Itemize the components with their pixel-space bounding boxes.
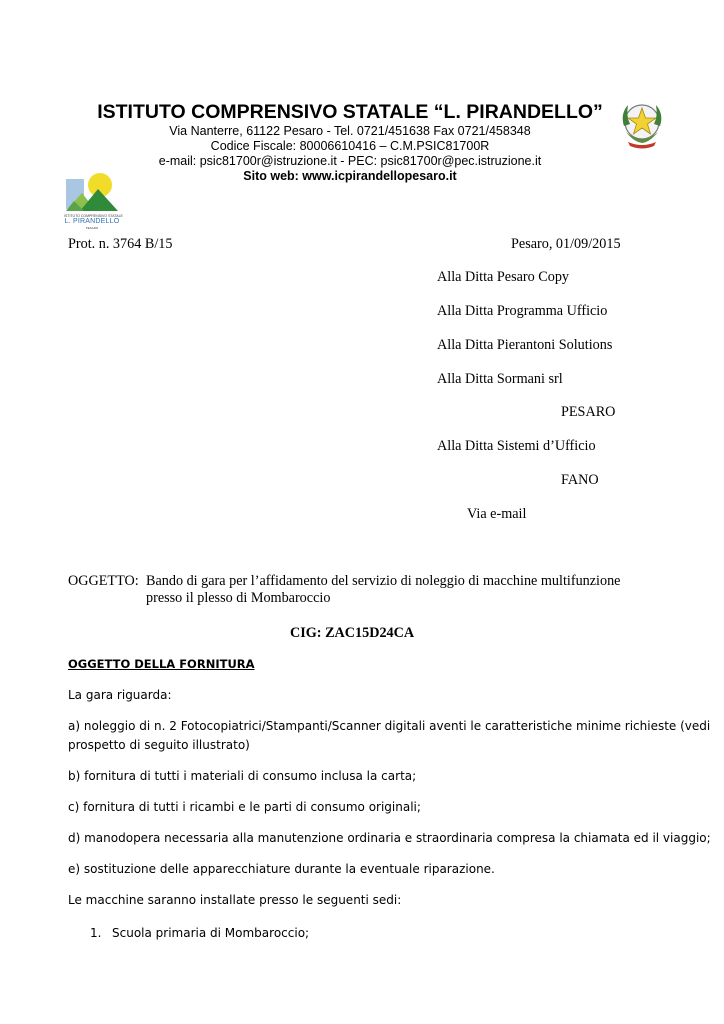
website-line: Sito web: www.icpirandellopesaro.it xyxy=(243,169,457,183)
cig-code: CIG: ZAC15D24CA xyxy=(290,625,415,641)
logo-text-top: ISTITUTO COMPRENSIVO STATALE xyxy=(64,214,123,218)
fiscal-code: Codice Fiscale: 80006610416 – C.M.PSIC81700R xyxy=(210,139,490,153)
supply-item-a-line-2: prospetto di seguito illustrato) xyxy=(68,738,250,752)
recipient-1: Alla Ditta Pesaro Copy xyxy=(437,269,570,285)
supply-item-d: d) manodopera necessaria alla manutenzione ordinaria e straordinaria compresa la chiamata ed il viaggio; xyxy=(68,831,711,845)
subject-line-1: Bando di gara per l’affidamento del servizio di noleggio di macchine multifunzione xyxy=(146,573,621,589)
supply-item-a-line-1: a) noleggio di n. 2 Fotocopiatrici/Stampanti/Scanner digitali aventi le caratteristiche minime richieste (vedi xyxy=(68,719,711,733)
school-logo xyxy=(64,171,123,230)
delivery-method: Via e-mail xyxy=(467,506,527,522)
site-label-1: Scuola primaria di Mombaroccio; xyxy=(112,926,310,940)
supply-item-c: c) fornitura di tutti i ricambi e le parti di consumo originali; xyxy=(68,800,421,814)
sites-intro: Le macchine saranno installate presso le seguenti sedi: xyxy=(68,893,402,907)
recipient-city-1: PESARO xyxy=(561,404,616,420)
protocol-number: Prot. n. 3764 B/15 xyxy=(68,236,173,252)
logo-text-city: PESARO xyxy=(85,226,99,230)
recipient-2: Alla Ditta Programma Ufficio xyxy=(437,303,608,319)
recipient-city-2: FANO xyxy=(561,472,599,488)
supply-item-b: b) fornitura di tutti i materiali di consumo inclusa la carta; xyxy=(68,769,417,783)
subject-label: OGGETTO: xyxy=(68,573,139,589)
recipient-3: Alla Ditta Pierantoni Solutions xyxy=(437,337,613,353)
supply-heading-text: OGGETTO DELLA FORNITURA xyxy=(68,657,255,671)
republic-emblem-icon xyxy=(614,96,670,152)
supply-heading xyxy=(68,657,255,671)
supply-item-e: e) sostituzione delle apparecchiature durante la eventuale riparazione. xyxy=(68,862,495,876)
place-date: Pesaro, 01/09/2015 xyxy=(511,236,621,252)
recipient-4: Alla Ditta Sormani srl xyxy=(437,371,563,387)
site-number-1: 1. xyxy=(90,926,102,940)
email-line: e-mail: psic81700r@istruzione.it - PEC: psic81700r@pec.istruzione.it xyxy=(158,154,542,168)
supply-intro: La gara riguarda: xyxy=(68,688,172,702)
subject-line-2: presso il plesso di Mombaroccio xyxy=(146,590,331,606)
school-address: Via Nanterre, 61122 Pesaro - Tel. 0721/451638 Fax 0721/458348 xyxy=(169,124,531,138)
logo-text-name: L. PIRANDELLO xyxy=(64,218,120,225)
school-name: ISTITUTO COMPRENSIVO STATALE “L. PIRANDELLO” xyxy=(97,101,603,123)
recipient-5: Alla Ditta Sistemi d’Ufficio xyxy=(437,438,596,454)
